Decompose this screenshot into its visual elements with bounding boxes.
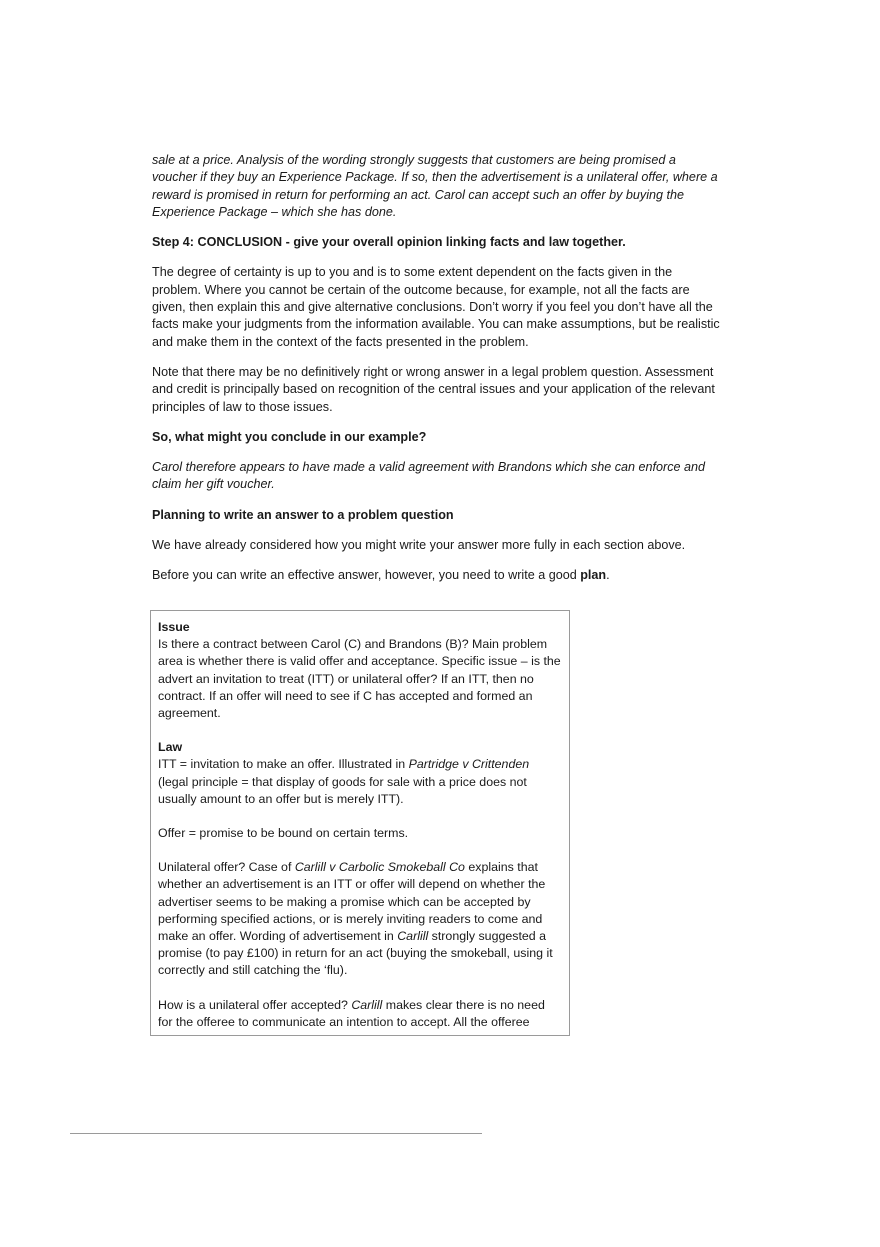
acceptance-section [158, 997, 562, 1031]
issue-heading: Issue [158, 620, 190, 634]
accept-pre: How is a unilateral offer accepted? [158, 997, 352, 1012]
body-text [152, 152, 724, 598]
law-text-pre: ITT = invitation to make an offer. Illustrated in [158, 757, 409, 772]
case-carlill: Carlill [397, 929, 429, 944]
offer-section: Offer = promise to be bound on certain terms. [158, 826, 409, 841]
plan-text-pre: Before you can write an effective answer, however, you need to write a good [152, 568, 581, 583]
paragraph-analysis: sale at a price. Analysis of the wording strongly suggests that customers are being promised a voucher if they buy an Experience Package. If so, then the advertisement is a unilateral offer, where a reward is promised in return for performing an act. Carol can accept such an offer by buying the Experience Package – which she has done. [152, 153, 718, 219]
case-carlill-accept: Carlill [351, 997, 383, 1012]
accept-post: makes clear there is no need for the offeree to communicate an intention to accept. All the offeree [158, 997, 545, 1029]
step4-heading: Step 4: CONCLUSION - give your overall opinion linking facts and law together. [152, 235, 626, 250]
plan-box [150, 610, 570, 1036]
paragraph-plan [152, 567, 724, 584]
issue-text: Is there a contract between Carol (C) and Brandons (B)? Main problem area is whether there is valid offer and acceptance. Specific issue – is the advert an invitation to treat (ITT) or unilateral offer? If an ITT, then no contract. If an offer will need to see if C has accepted and formed an agreement. [158, 637, 561, 721]
planning-heading: Planning to write an answer to a problem question [152, 507, 454, 522]
paragraph-assessment: Note that there may be no definitively right or wrong answer in a legal problem question. Assessment and credit is principally based on recognition of the central issues and your application of the relevant principles of law to those issues. [152, 364, 715, 414]
case-carlill-full: Carlill v Carbolic Smokeball Co [294, 860, 465, 875]
unilateral-post: strongly suggested a promise (to pay £100) in return for an act (buying the smokeball, using it correctly and still catching the ‘flu). [158, 929, 553, 978]
paragraph-conclusion: Carol therefore appears to have made a valid agreement with Brandons which she can enforce and claim her gift voucher. [152, 460, 706, 492]
unilateral-section [158, 859, 562, 979]
conclude-heading: So, what might you conclude in our example? [152, 429, 427, 444]
plan-text-post: . [606, 568, 610, 583]
law-text-post: (legal principle = that display of goods for sale with a price does not usually amount to an offer but is merely ITT). [158, 774, 527, 806]
paragraph-considered: We have already considered how you might write your answer more fully in each section above. [152, 538, 686, 553]
law-section [158, 739, 562, 808]
law-heading: Law [158, 740, 183, 755]
issue-section [158, 619, 562, 722]
paragraph-certainty: The degree of certainty is up to you and is to some extent dependent on the facts given in the problem. Where you cannot be certain of the outcome because, for example, not all the facts are given, then explain this and give alternative conclusions. Don’t worry if you feel you don’t have all the facts make your judgments from the information available. You can make assumptions, but be realistic and make them in the context of the facts presented in the problem. [152, 265, 720, 349]
footnote-separator [70, 1133, 482, 1134]
plan-text-bold: plan [580, 568, 607, 583]
case-partridge: Partridge v Crittenden [408, 757, 530, 772]
unilateral-pre: Unilateral offer? Case of [158, 860, 295, 875]
unilateral-mid: explains that whether an advertisement is an ITT or offer will depend on whether the advertiser seems to be making a promise which can be accepted by performing specified actions, or is merely inviting readers to come and make an offer. Wording of advertisement in [158, 860, 546, 944]
